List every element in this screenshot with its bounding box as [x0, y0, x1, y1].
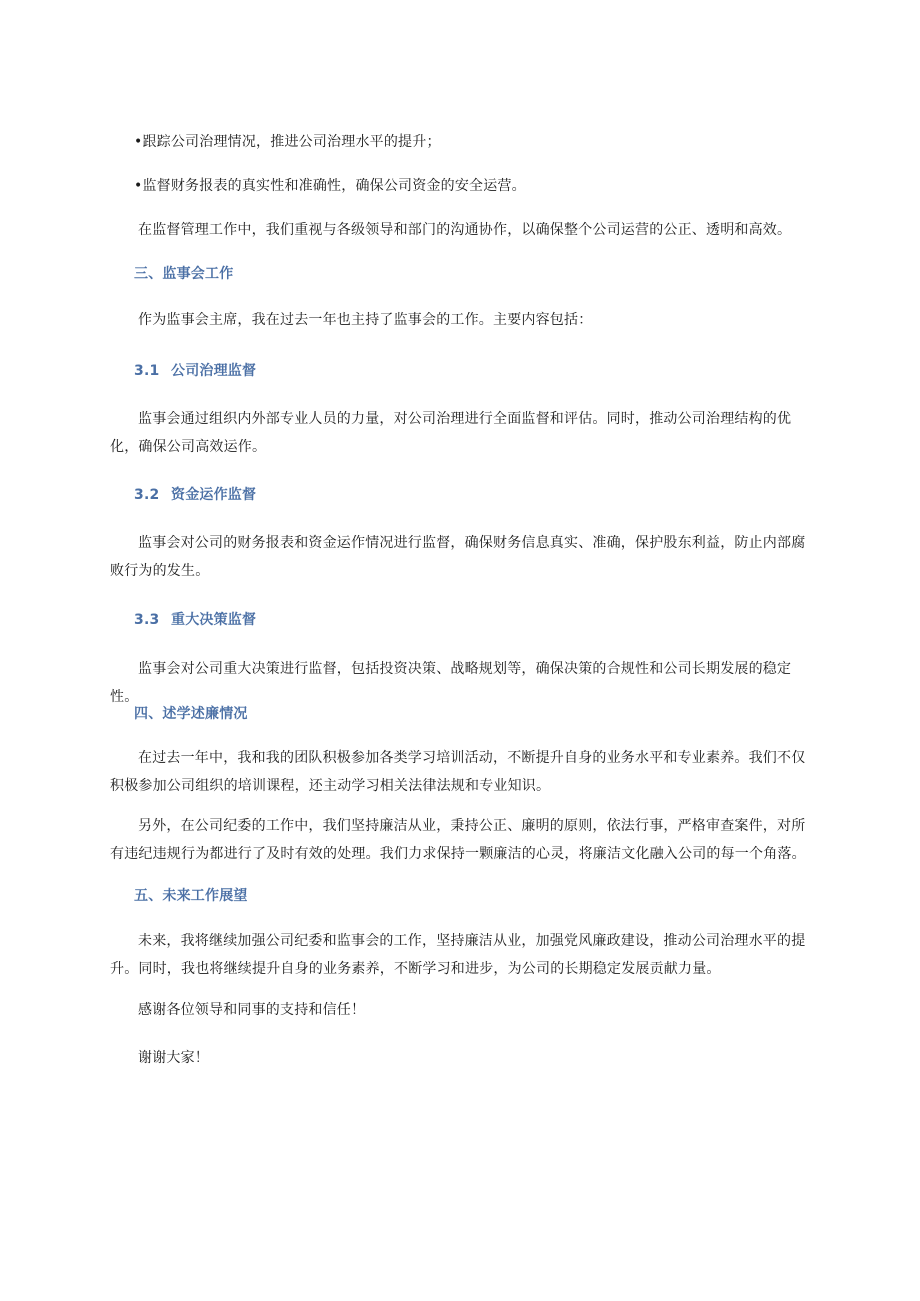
bullet-item: •监督财务报表的真实性和准确性，确保公司资金的安全运营。 [134, 178, 526, 194]
section-heading-3: 三、监事会工作 [134, 266, 234, 282]
subsection-title: 资金运作监督 [171, 487, 257, 503]
subsection-title: 重大决策监督 [171, 612, 257, 628]
subsection-heading-3-3 [134, 608, 814, 632]
subsection-title: 公司治理监督 [171, 363, 257, 379]
section-heading-4: 四、述学述廉情况 [134, 706, 248, 722]
closing-thanks: 感谢各位领导和同事的支持和信任！ [138, 1002, 366, 1018]
subsection-heading-3-2 [134, 483, 814, 507]
subsection-heading-3-1 [134, 359, 814, 383]
section-5-paragraph: 未来，我将继续加强公司纪委和监事会的工作，坚持廉洁从业，加强党风廉政建设，推动公司治理水平的提升。同时，我也将继续提升自身的业务素养，不断学习和进步，为公司的长期稳定发展贡献力量。 [110, 933, 806, 977]
section-3-intro: 作为监事会主席，我在过去一年也主持了监事会的工作。主要内容包括： [138, 312, 593, 328]
subsection-number: 3.2 [134, 487, 160, 503]
subsection-body-3-2: 监事会对公司的财务报表和资金运作情况进行监督，确保财务信息真实、准确，保护股东利益，防止内部腐败行为的发生。 [110, 535, 806, 579]
bullet-item: •跟踪公司治理情况，推进公司治理水平的提升； [134, 134, 441, 150]
closing-final: 谢谢大家！ [138, 1050, 209, 1066]
section-4-paragraph: 在过去一年中，我和我的团队积极参加各类学习培训活动，不断提升自身的业务水平和专业素养。我们不仅积极参加公司组织的培训课程，还主动学习相关法律法规和专业知识。 [110, 750, 806, 794]
section-heading-5: 五、未来工作展望 [134, 888, 248, 904]
subsection-number: 3.1 [134, 363, 160, 379]
section-4-paragraph: 另外，在公司纪委的工作中，我们坚持廉洁从业，秉持公正、廉明的原则，依法行事，严格审查案件，对所有违纪违规行为都进行了及时有效的处理。我们力求保持一颗廉洁的心灵，将廉洁文化融入公司的每一个角落。 [110, 818, 806, 862]
subsection-number: 3.3 [134, 612, 160, 628]
subsection-body-3-1: 监事会通过组织内外部专业人员的力量，对公司治理进行全面监督和评估。同时，推动公司治理结构的优化，确保公司高效运作。 [110, 411, 792, 455]
paragraph-management: 在监督管理工作中，我们重视与各级领导和部门的沟通协作，以确保整个公司运营的公正、透明和高效。 [138, 222, 792, 238]
subsection-body-3-3: 监事会对公司重大决策进行监督，包括投资决策、战略规划等，确保决策的合规性和公司长期发展的稳定性。 [110, 661, 792, 705]
